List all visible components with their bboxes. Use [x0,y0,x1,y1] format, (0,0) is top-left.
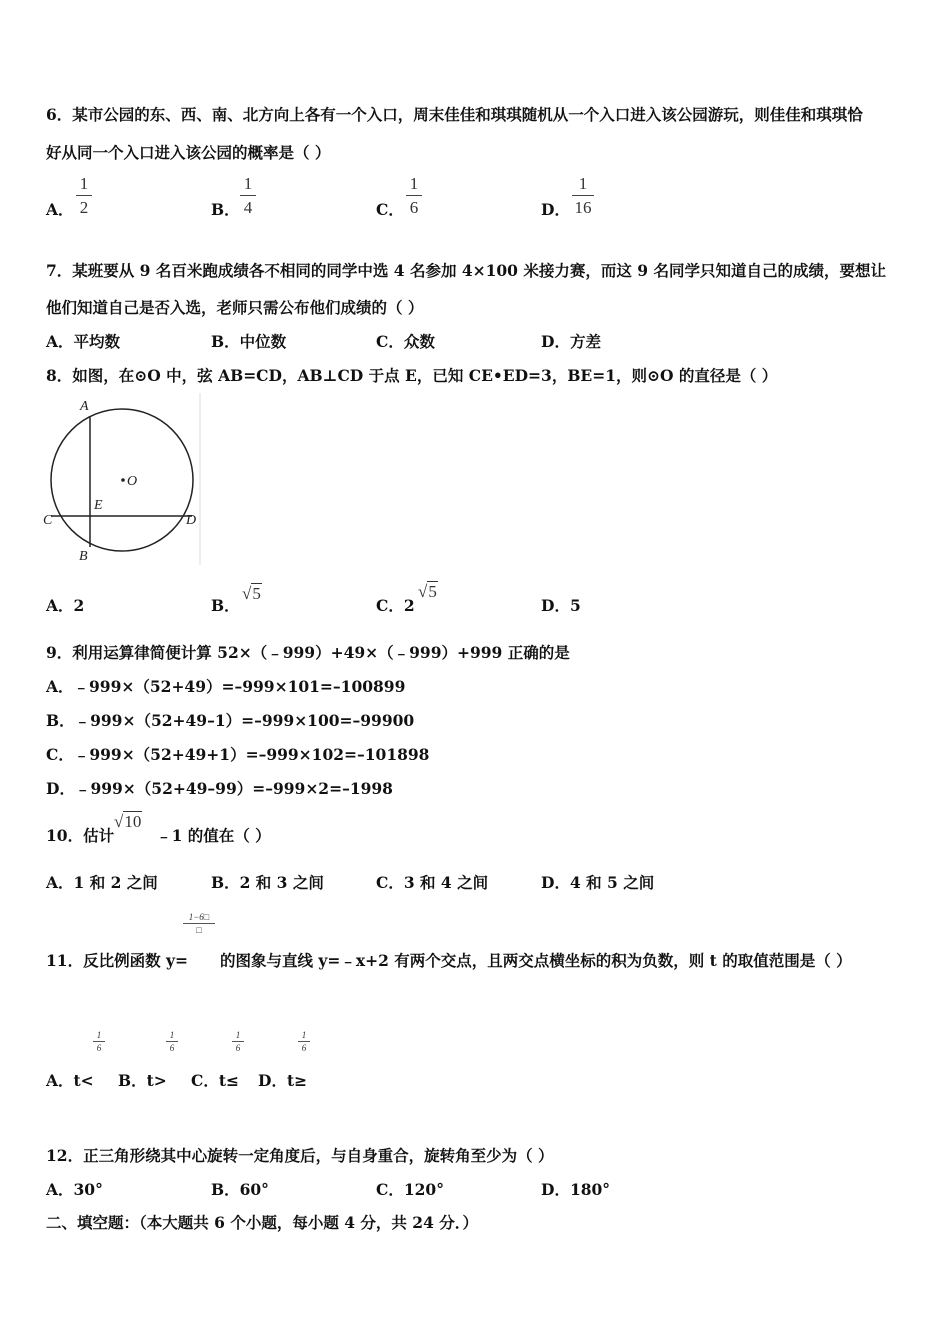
q11-suffix: 的图象与直线 y=﹣x+2 有两个交点，且两交点横坐标的积为负数，则 t 的取值范围是（ ） [219,951,852,970]
q6-option-c[interactable] [376,198,404,220]
q9-option-a[interactable]: A．﹣999×（52+49）=–999×101=–100899 [46,677,406,696]
fraction-numerator: 1−6□ [188,912,210,922]
q9-option-b[interactable]: B．﹣999×（52+49–1）=–999×100=–99900 [46,711,415,730]
section-2-heading: 二、填空题：（本大题共 6 个小题，每小题 4 分，共 24 分．） [46,1213,479,1232]
q8-stem: 8．如图，在⊙O 中，弦 AB=CD，AB⊥CD 于点 E，已知 CE•ED=3，BE=1，则⊙O 的直径是（ ） [46,366,778,385]
fraction-denominator: □ [196,925,202,935]
q10-prefix: 10．估计 [46,826,115,845]
q11-option-d[interactable]: D．t≥ [258,1071,308,1090]
q8-option-a[interactable]: A．2 [46,596,85,615]
fraction-denominator: 6 [235,1043,241,1053]
q11-option-b-fraction [166,1030,178,1053]
q6-stem-line2: 好从同一个入口进入该公园的概率是（ ） [46,143,331,162]
q6-option-d-label: D． [541,200,570,219]
q10-option-b[interactable]: B．2 和 3 之间 [211,873,324,892]
q10-sqrt: √10 [114,812,142,831]
q9-stem: 9．利用运算律简便计算 52×（﹣999）+49×（﹣999）+999 正确的是 [46,643,570,662]
radicand: 5 [252,584,261,603]
q6-option-d-fraction [572,174,594,217]
q11-stem [46,949,852,971]
q12-option-c[interactable]: C．120° [376,1180,444,1199]
q7-option-a[interactable]: A．平均数 [46,332,121,351]
q6-option-c-label: C． [376,200,404,219]
q6-option-a-fraction [76,174,92,217]
q6-option-c-fraction [406,174,422,217]
q8-option-d[interactable]: D．5 [541,596,581,615]
q7-stem-line2: 他们知道自己是否入选，老师只需公布他们成绩的（ ） [46,298,424,317]
q10-option-d[interactable]: D．4 和 5 之间 [541,873,655,892]
fraction-numerator: 1 [301,1030,307,1040]
q8-option-b[interactable] [211,594,240,616]
label-d: D [186,513,197,528]
fraction-numerator: 1 [243,174,253,193]
q8-option-c-sqrt: √5 [418,582,437,601]
q7-stem-line1: 7．某班要从 9 名百米跑成绩各不相同的同学中选 4 名参加 4×100 米接力赛，而这 9 名同学只知道自己的成绩，要想让 [46,261,886,280]
q8-option-c-label: C．2 [376,596,415,615]
fraction-numerator: 1 [235,1030,241,1040]
q8-option-c[interactable] [376,594,415,616]
label-b: B [79,549,88,564]
q7-option-b[interactable]: B．中位数 [211,332,287,351]
q6-option-b[interactable] [211,198,240,220]
fraction-numerator: 1 [169,1030,175,1040]
label-c: C [43,513,53,528]
fraction-denominator: 16 [574,198,592,217]
q6-option-b-fraction [240,174,256,217]
q10-stem [46,824,271,846]
fraction-denominator: 6 [301,1043,307,1053]
q11-prefix: 11．反比例函数 y= [46,951,188,970]
q7-option-c[interactable]: C．众数 [376,332,435,351]
fraction-numerator: 1 [578,174,588,193]
q6-option-a[interactable] [46,198,74,220]
fraction-denominator: 6 [169,1043,175,1053]
q10-suffix: ﹣1 的值在（ ） [156,826,271,845]
q6-stem-line1: 6．某市公园的东、西、南、北方向上各有一个入口，周末佳佳和琪琪随机从一个入口进入该公园游玩，则佳佳和琪琪恰 [46,105,863,124]
q10-option-c[interactable]: C．3 和 4 之间 [376,873,489,892]
radicand: 5 [428,582,437,601]
q8-option-b-sqrt: √5 [242,584,261,603]
fraction-numerator: 1 [79,174,89,193]
fraction-denominator: 6 [409,198,419,217]
label-o: O [127,474,138,489]
q7-option-d[interactable]: D．方差 [541,332,601,351]
q11-option-c-fraction [232,1030,244,1053]
q12-option-a[interactable]: A．30° [46,1180,103,1199]
q12-stem: 12．正三角形绕其中心旋转一定角度后，与自身重合，旋转角至少为（ ） [46,1146,554,1165]
radicand: 10 [124,812,142,831]
q11-option-d-fraction [298,1030,310,1053]
center-point [121,478,125,482]
q9-option-c[interactable]: C．﹣999×（52+49+1）=–999×102=–101898 [46,745,430,764]
q11-option-a-fraction [93,1030,105,1053]
q12-option-b[interactable]: B．60° [211,1180,269,1199]
circle-chord-figure [40,393,205,568]
q11-option-c[interactable]: C．t≤ [191,1071,239,1090]
q12-option-d[interactable]: D．180° [541,1180,611,1199]
q6-option-b-label: B． [211,200,240,219]
label-a: A [80,399,89,414]
q6-option-a-label: A． [46,200,74,219]
q6-option-d[interactable] [541,198,570,220]
q9-option-d[interactable]: D．﹣999×（52+49–99）=–999×2=–1998 [46,779,393,798]
label-e: E [94,498,103,513]
q11-option-a[interactable]: A．t< [46,1071,94,1090]
fraction-denominator: 4 [243,198,253,217]
q11-fraction [183,912,215,935]
q10-option-a[interactable]: A．1 和 2 之间 [46,873,158,892]
fraction-denominator: 6 [96,1043,102,1053]
q8-option-b-label: B． [211,596,240,615]
fraction-numerator: 1 [409,174,419,193]
q11-option-b[interactable]: B．t> [118,1071,167,1090]
fraction-numerator: 1 [96,1030,102,1040]
fraction-denominator: 2 [79,198,89,217]
